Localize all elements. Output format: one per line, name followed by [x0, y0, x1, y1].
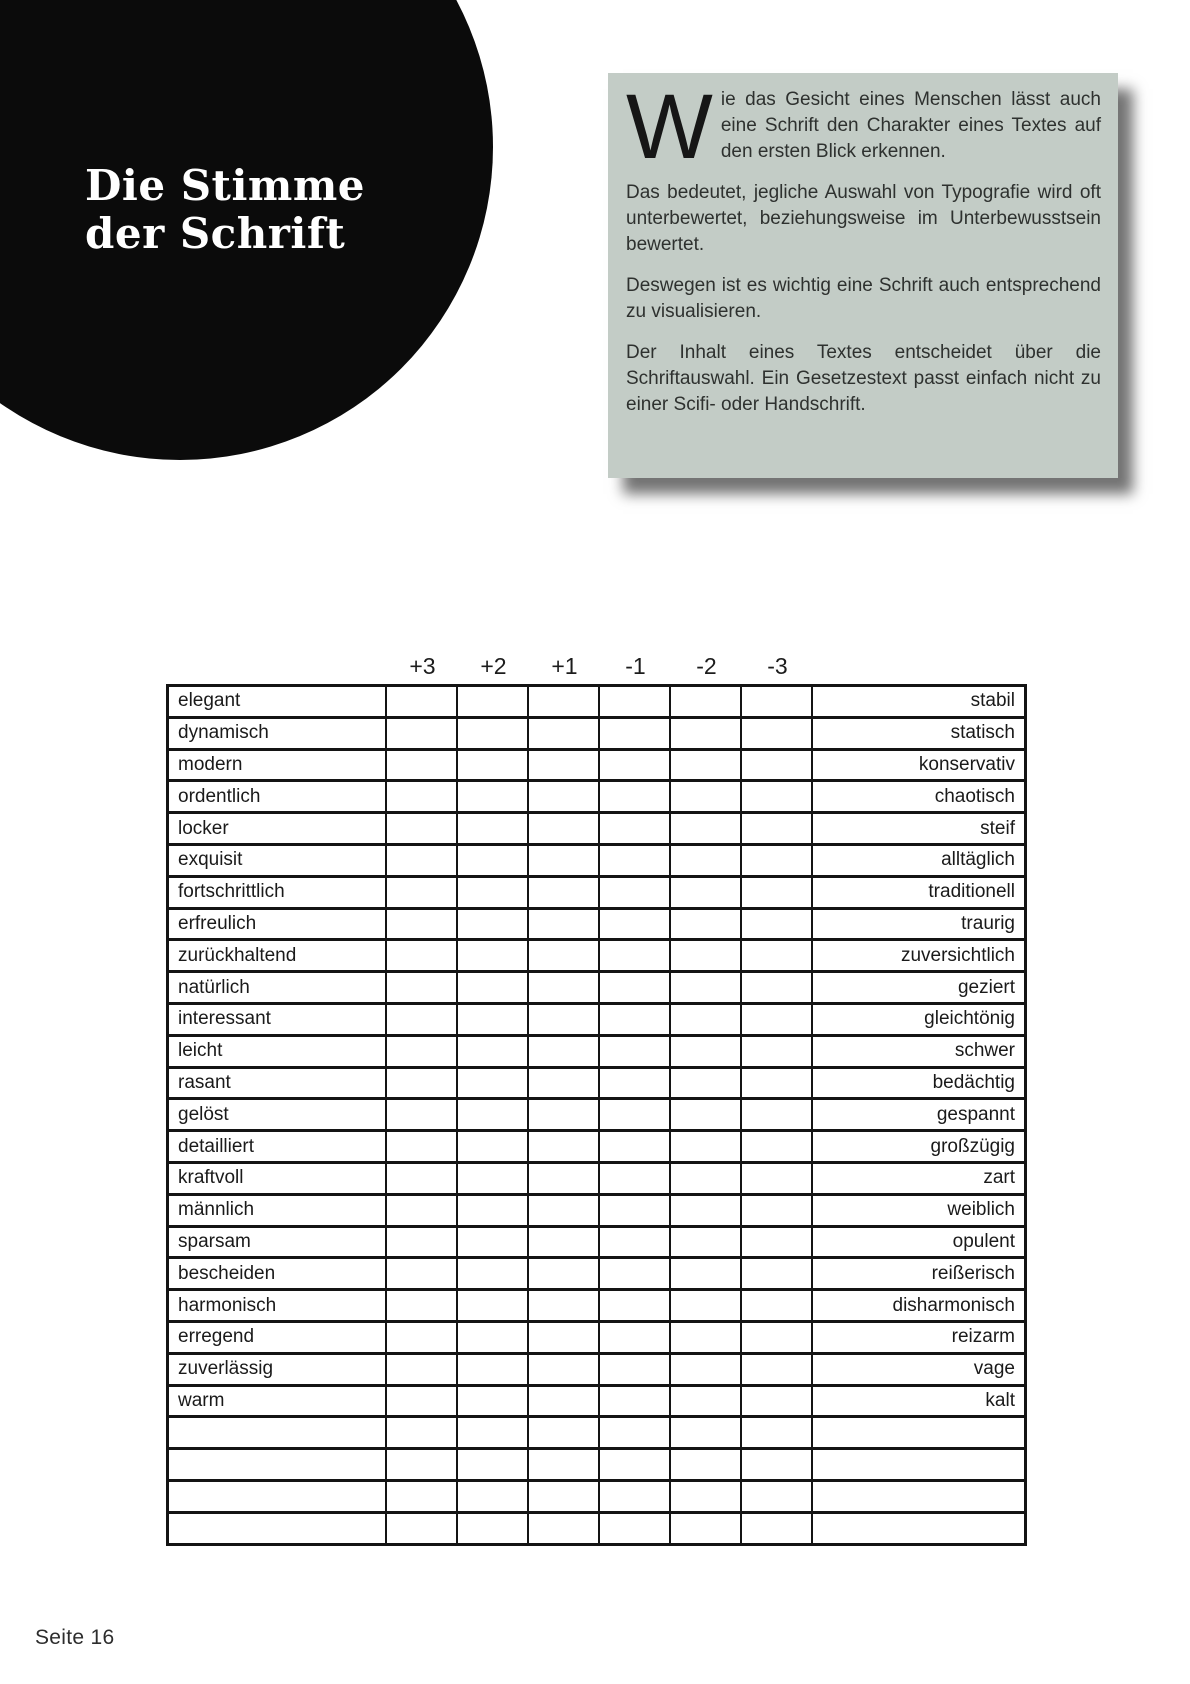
right-term-cell: gleichtönig	[812, 1003, 1026, 1035]
rating-cell	[741, 844, 812, 876]
right-term-cell: kalt	[812, 1385, 1026, 1417]
rating-cell	[528, 908, 599, 940]
rating-cell	[386, 1417, 457, 1449]
left-term-cell	[168, 1449, 386, 1481]
right-term-cell: konservativ	[812, 749, 1026, 781]
rating-cell	[599, 1417, 670, 1449]
rating-cell	[670, 844, 741, 876]
rating-cell	[599, 1194, 670, 1226]
rating-cell	[457, 1258, 528, 1290]
rating-cell	[386, 717, 457, 749]
rating-cell	[528, 686, 599, 718]
right-term-cell: gespannt	[812, 1099, 1026, 1131]
right-term-cell: schwer	[812, 1035, 1026, 1067]
rating-cell	[528, 1162, 599, 1194]
rating-cell	[457, 1035, 528, 1067]
rating-cell	[457, 686, 528, 718]
rating-cell	[599, 876, 670, 908]
rating-cell	[528, 1194, 599, 1226]
rating-cell	[457, 876, 528, 908]
rating-cell	[741, 1067, 812, 1099]
scale-label: -3	[767, 653, 788, 679]
table-row	[168, 1035, 1026, 1067]
rating-cell	[457, 1099, 528, 1131]
rating-cell	[741, 1099, 812, 1131]
rating-cell	[386, 1099, 457, 1131]
table-row	[168, 1131, 1026, 1163]
rating-cell	[670, 1512, 741, 1544]
rating-cell	[670, 1003, 741, 1035]
rating-table-body	[168, 686, 1026, 1545]
left-term-cell	[168, 1512, 386, 1544]
right-term-cell: großzügig	[812, 1131, 1026, 1163]
rating-cell	[528, 1480, 599, 1512]
table-row	[168, 1290, 1026, 1322]
right-term-cell: reizarm	[812, 1321, 1026, 1353]
rating-cell	[670, 1099, 741, 1131]
rating-cell	[741, 1385, 812, 1417]
right-term-cell: stabil	[812, 686, 1026, 718]
rating-cell	[528, 1321, 599, 1353]
rating-cell	[457, 1290, 528, 1322]
table-row	[168, 749, 1026, 781]
table-row	[168, 844, 1026, 876]
right-term-cell	[812, 1512, 1026, 1544]
rating-cell	[741, 1290, 812, 1322]
rating-cell	[741, 1353, 812, 1385]
rating-cell	[599, 1099, 670, 1131]
rating-cell	[528, 844, 599, 876]
page-footer: Seite 16	[35, 1626, 115, 1649]
right-term-cell: bedächtig	[812, 1067, 1026, 1099]
rating-cell	[670, 1417, 741, 1449]
rating-cell	[457, 813, 528, 845]
rating-cell	[599, 908, 670, 940]
rating-cell	[599, 1226, 670, 1258]
right-term-cell: alltäglich	[812, 844, 1026, 876]
table-row	[168, 813, 1026, 845]
intro-paragraph-2: Das bedeutet, jegliche Auswahl von Typografie wird oft unterbewertet, beziehungsweise im Unterbewusstsein bewertet.	[626, 182, 1101, 255]
rating-cell	[386, 1385, 457, 1417]
rating-cell	[599, 1035, 670, 1067]
table-row	[168, 1162, 1026, 1194]
page-title-line-1: Die Stimme	[85, 161, 366, 211]
rating-cell	[599, 1512, 670, 1544]
rating-cell	[457, 844, 528, 876]
left-term-cell: erregend	[168, 1321, 386, 1353]
rating-cell	[386, 749, 457, 781]
left-term-cell: zurückhaltend	[168, 940, 386, 972]
rating-cell	[457, 1321, 528, 1353]
page-title	[85, 162, 365, 258]
rating-cell	[670, 1067, 741, 1099]
rating-cell	[599, 1353, 670, 1385]
table-row	[168, 1353, 1026, 1385]
rating-cell	[386, 1353, 457, 1385]
rating-cell	[386, 940, 457, 972]
left-term-cell: sparsam	[168, 1226, 386, 1258]
rating-cell	[670, 1321, 741, 1353]
left-term-cell	[168, 1417, 386, 1449]
rating-cell	[457, 1417, 528, 1449]
rating-cell	[599, 1385, 670, 1417]
rating-cell	[528, 717, 599, 749]
rating-cell	[670, 940, 741, 972]
rating-cell	[386, 1321, 457, 1353]
table-row	[168, 940, 1026, 972]
rating-cell	[741, 717, 812, 749]
rating-cell	[599, 686, 670, 718]
scale-label: -2	[696, 653, 717, 679]
rating-cell	[741, 1258, 812, 1290]
rating-cell	[670, 1131, 741, 1163]
rating-cell	[386, 686, 457, 718]
right-term-cell: traditionell	[812, 876, 1026, 908]
right-term-cell: disharmonisch	[812, 1290, 1026, 1322]
right-term-cell: weiblich	[812, 1194, 1026, 1226]
intro-paragraph-3: Deswegen ist es wichtig eine Schrift auch entsprechend zu visualisieren.	[626, 275, 1101, 322]
table-row	[168, 1099, 1026, 1131]
rating-cell	[386, 813, 457, 845]
rating-cell	[741, 1035, 812, 1067]
rating-cell	[457, 1449, 528, 1481]
left-term-cell: locker	[168, 813, 386, 845]
table-row	[168, 686, 1026, 718]
left-term-cell: modern	[168, 749, 386, 781]
table-row	[168, 1067, 1026, 1099]
rating-cell	[386, 1290, 457, 1322]
intro-box	[608, 73, 1118, 478]
right-term-cell: chaotisch	[812, 781, 1026, 813]
rating-cell	[457, 781, 528, 813]
rating-cell	[386, 1003, 457, 1035]
rating-cell	[599, 1131, 670, 1163]
rating-table	[166, 684, 1027, 1546]
rating-cell	[741, 940, 812, 972]
table-row	[168, 876, 1026, 908]
rating-cell	[457, 908, 528, 940]
scale-label: +2	[480, 653, 507, 679]
rating-cell	[670, 686, 741, 718]
rating-cell	[599, 1290, 670, 1322]
rating-cell	[457, 1162, 528, 1194]
rating-cell	[528, 940, 599, 972]
right-term-cell: zuversichtlich	[812, 940, 1026, 972]
rating-cell	[386, 876, 457, 908]
table-row	[168, 908, 1026, 940]
rating-cell	[599, 1162, 670, 1194]
rating-cell	[386, 908, 457, 940]
rating-cell	[741, 749, 812, 781]
rating-cell	[741, 1512, 812, 1544]
rating-cell	[386, 1512, 457, 1544]
rating-cell	[528, 1099, 599, 1131]
rating-cell	[670, 749, 741, 781]
rating-cell	[528, 1131, 599, 1163]
rating-cell	[457, 1226, 528, 1258]
rating-cell	[670, 1290, 741, 1322]
rating-cell	[457, 1480, 528, 1512]
scale-label: +3	[409, 653, 436, 679]
right-term-cell: zart	[812, 1162, 1026, 1194]
rating-cell	[670, 1385, 741, 1417]
rating-cell	[599, 1449, 670, 1481]
left-term-cell: harmonisch	[168, 1290, 386, 1322]
rating-cell	[741, 781, 812, 813]
right-term-cell	[812, 1417, 1026, 1449]
rating-cell	[670, 1353, 741, 1385]
right-term-cell: vage	[812, 1353, 1026, 1385]
table-row	[168, 1321, 1026, 1353]
rating-cell	[741, 972, 812, 1004]
rating-cell	[386, 1067, 457, 1099]
left-term-cell: natürlich	[168, 972, 386, 1004]
rating-cell	[457, 749, 528, 781]
left-term-cell: dynamisch	[168, 717, 386, 749]
rating-cell	[528, 1385, 599, 1417]
rating-cell	[741, 908, 812, 940]
rating-cell	[599, 1067, 670, 1099]
rating-cell	[741, 1480, 812, 1512]
rating-cell	[386, 1194, 457, 1226]
left-term-cell: männlich	[168, 1194, 386, 1226]
rating-cell	[528, 1258, 599, 1290]
rating-cell	[599, 813, 670, 845]
rating-cell	[670, 781, 741, 813]
rating-cell	[599, 972, 670, 1004]
rating-cell	[599, 1003, 670, 1035]
rating-cell	[741, 1226, 812, 1258]
rating-cell	[528, 813, 599, 845]
rating-cell	[457, 1512, 528, 1544]
left-term-cell: warm	[168, 1385, 386, 1417]
left-term-cell: zuverlässig	[168, 1353, 386, 1385]
rating-cell	[528, 876, 599, 908]
intro-paragraph-1-text: ie das Gesicht eines Menschen lässt auch eine Schrift den Charakter eines Textes auf den ersten Blick erkennen.	[720, 89, 1101, 162]
rating-cell	[741, 1003, 812, 1035]
table-row	[168, 1194, 1026, 1226]
intro-paragraph-4: Der Inhalt eines Textes entscheidet über die Schriftauswahl. Ein Gesetzestext passt einfach nicht zu einer Scifi- oder Handschrift.	[626, 342, 1101, 415]
left-term-cell: erfreulich	[168, 908, 386, 940]
rating-cell	[599, 1480, 670, 1512]
rating-cell	[528, 749, 599, 781]
left-term-cell: gelöst	[168, 1099, 386, 1131]
left-term-cell	[168, 1480, 386, 1512]
table-row	[168, 1512, 1026, 1544]
rating-cell	[386, 1131, 457, 1163]
rating-cell	[741, 876, 812, 908]
rating-cell	[670, 717, 741, 749]
rating-cell	[528, 1353, 599, 1385]
rating-cell	[386, 1226, 457, 1258]
left-term-cell: rasant	[168, 1067, 386, 1099]
rating-cell	[670, 876, 741, 908]
scale-label: -1	[625, 653, 646, 679]
rating-cell	[670, 1226, 741, 1258]
table-row	[168, 972, 1026, 1004]
right-term-cell	[812, 1480, 1026, 1512]
rating-cell	[528, 1417, 599, 1449]
rating-cell	[599, 940, 670, 972]
rating-cell	[457, 1067, 528, 1099]
rating-cell	[386, 781, 457, 813]
table-row	[168, 1385, 1026, 1417]
rating-cell	[670, 813, 741, 845]
left-term-cell: exquisit	[168, 844, 386, 876]
rating-cell	[457, 717, 528, 749]
table-row	[168, 717, 1026, 749]
table-row	[168, 781, 1026, 813]
rating-cell	[741, 1321, 812, 1353]
rating-cell	[528, 1512, 599, 1544]
rating-cell	[528, 1003, 599, 1035]
left-term-cell: ordentlich	[168, 781, 386, 813]
scale-label: +1	[551, 653, 578, 679]
rating-cell	[457, 1131, 528, 1163]
table-row	[168, 1226, 1026, 1258]
rating-cell	[741, 1131, 812, 1163]
rating-cell	[741, 1449, 812, 1481]
rating-cell	[528, 781, 599, 813]
right-term-cell: statisch	[812, 717, 1026, 749]
rating-cell	[528, 1449, 599, 1481]
rating-cell	[386, 1449, 457, 1481]
rating-cell	[386, 1035, 457, 1067]
right-term-cell	[812, 1449, 1026, 1481]
rating-cell	[741, 813, 812, 845]
rating-cell	[457, 1385, 528, 1417]
right-term-cell: steif	[812, 813, 1026, 845]
rating-cell	[457, 1003, 528, 1035]
drop-cap: W	[626, 76, 713, 178]
rating-cell	[599, 749, 670, 781]
rating-cell	[599, 1258, 670, 1290]
right-term-cell: traurig	[812, 908, 1026, 940]
right-term-cell: opulent	[812, 1226, 1026, 1258]
rating-cell	[670, 908, 741, 940]
rating-cell	[670, 1035, 741, 1067]
page-title-line-2: der Schrift	[85, 209, 346, 259]
rating-cell	[670, 1480, 741, 1512]
table-row	[168, 1417, 1026, 1449]
rating-cell	[599, 1321, 670, 1353]
left-term-cell: bescheiden	[168, 1258, 386, 1290]
right-term-cell: geziert	[812, 972, 1026, 1004]
rating-scale-header	[387, 650, 813, 684]
rating-cell	[457, 940, 528, 972]
left-term-cell: elegant	[168, 686, 386, 718]
left-term-cell: interessant	[168, 1003, 386, 1035]
rating-cell	[457, 1353, 528, 1385]
table-row	[168, 1480, 1026, 1512]
rating-cell	[670, 972, 741, 1004]
rating-cell	[670, 1162, 741, 1194]
rating-cell	[599, 781, 670, 813]
rating-cell	[386, 1258, 457, 1290]
rating-cell	[599, 717, 670, 749]
right-term-cell: reißerisch	[812, 1258, 1026, 1290]
rating-cell	[741, 1162, 812, 1194]
table-row	[168, 1003, 1026, 1035]
rating-cell	[670, 1258, 741, 1290]
rating-cell	[528, 1226, 599, 1258]
left-term-cell: detailliert	[168, 1131, 386, 1163]
rating-cell	[528, 1035, 599, 1067]
rating-cell	[599, 844, 670, 876]
rating-cell	[741, 1194, 812, 1226]
table-row	[168, 1449, 1026, 1481]
rating-cell	[741, 686, 812, 718]
intro-paragraph-1	[626, 76, 1101, 178]
rating-cell	[386, 1162, 457, 1194]
left-term-cell: fortschrittlich	[168, 876, 386, 908]
rating-cell	[670, 1449, 741, 1481]
rating-cell	[528, 1290, 599, 1322]
rating-cell	[386, 972, 457, 1004]
rating-cell	[528, 1067, 599, 1099]
left-term-cell: kraftvoll	[168, 1162, 386, 1194]
rating-cell	[528, 972, 599, 1004]
rating-cell	[386, 1480, 457, 1512]
rating-cell	[457, 972, 528, 1004]
rating-cell	[457, 1194, 528, 1226]
rating-cell	[386, 844, 457, 876]
rating-cell	[741, 1417, 812, 1449]
rating-cell	[670, 1194, 741, 1226]
table-row	[168, 1258, 1026, 1290]
left-term-cell: leicht	[168, 1035, 386, 1067]
